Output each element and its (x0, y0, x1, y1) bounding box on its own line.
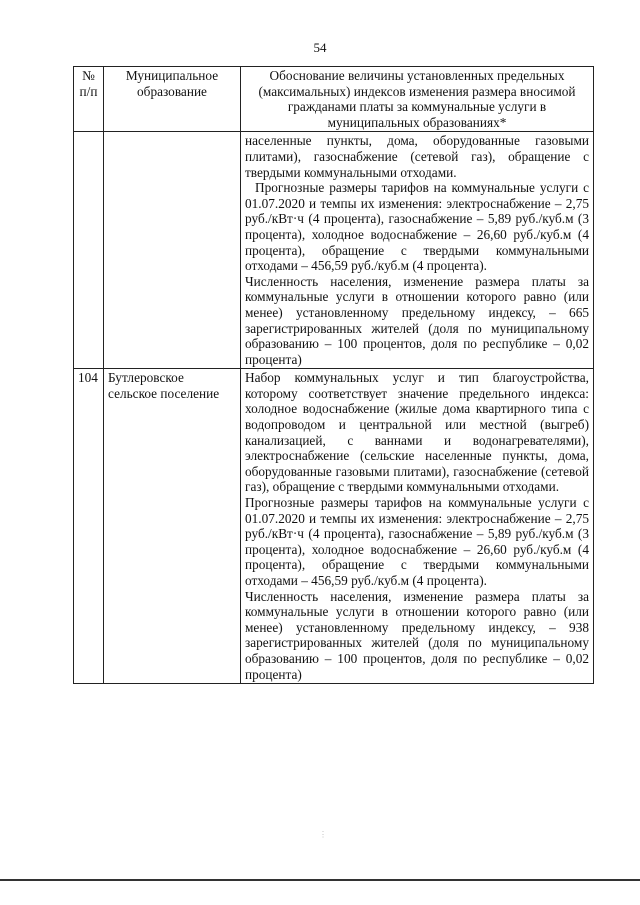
table-header-row (74, 67, 594, 132)
justification-paragraph: Прогнозные размеры тарифов на коммунальные услуги с 01.07.2020 и темпы их изменения: электроснабжение – 2,75 руб./кВт·ч (4 процента), газоснабжение – 5,89 руб./куб.м (3 процента), холодное водоснабжение – 26,60 руб./куб.м (4 процента), обращение с твердыми коммунальными отходами – 456,59 руб./куб.м (4 процента). (245, 180, 589, 274)
table-row (74, 369, 594, 684)
row-justification (241, 132, 594, 369)
row-municipality: Бутлеровское сельское поселение (104, 369, 241, 684)
table-row (74, 132, 594, 369)
header-num: № п/п (74, 67, 104, 132)
justification-paragraph: Численность населения, изменение размера платы за коммунальные услуги в отношении которого равно (или менее) установленному предельному индексу, – 938 зарегистрированных жителей (доля по муниципальному образованию – 100 процентов, доля по республике – 0,02 процента) (245, 588, 589, 682)
row-municipality (104, 132, 241, 369)
row-num (74, 132, 104, 369)
scan-artifact: ⋮ (319, 830, 327, 839)
header-municipality: Муниципальное образование (104, 67, 241, 132)
justification-paragraph: Численность населения, изменение размера платы за коммунальные услуги в отношении которого равно (или менее) установленному предельному индексу, – 665 зарегистрированных жителей (доля по муниципальному образованию – 100 процентов, доля по республике – 0,02 процента) (245, 273, 589, 367)
justification-paragraph: Набор коммунальных услуг и тип благоустройства, которому соответствует значение предельного индекса: холодное водоснабжение (жилые дома квартирного типа с водопроводом и центральной или местной (выгреб) канализацией, с ваннами и водонагревателями), электроснабжение (сельские населенные пункты, дома, оборудованные газовыми плитами), газоснабжение (сетевой газ), обращение с твердыми коммунальными отходами. (245, 370, 589, 495)
row-num: 104 (74, 369, 104, 684)
justification-paragraph: Прогнозные размеры тарифов на коммунальные услуги с 01.07.2020 и темпы их изменения: электроснабжение – 2,75 руб./кВт·ч (4 процента), газоснабжение – 5,89 руб./куб.м (3 процента), холодное водоснабжение – 26,60 руб./куб.м (4 процента), обращение с твердыми коммунальными отходами – 456,59 руб./куб.м (4 процента). (245, 495, 589, 588)
justification-paragraph: населенные пункты, дома, оборудованные газовыми плитами), газоснабжение (сетевой газ), обращение с твердыми коммунальными отходами. (245, 133, 589, 180)
page-number: 54 (313, 40, 327, 55)
row-justification (241, 369, 594, 684)
header-justification: Обоснование величины установленных предельных (максимальных) индексов изменения размера вносимой гражданами платы за коммунальные услуги в муниципальных образованиях* (241, 67, 594, 132)
page-bottom-edge (0, 879, 640, 881)
tariff-index-table (73, 66, 594, 684)
